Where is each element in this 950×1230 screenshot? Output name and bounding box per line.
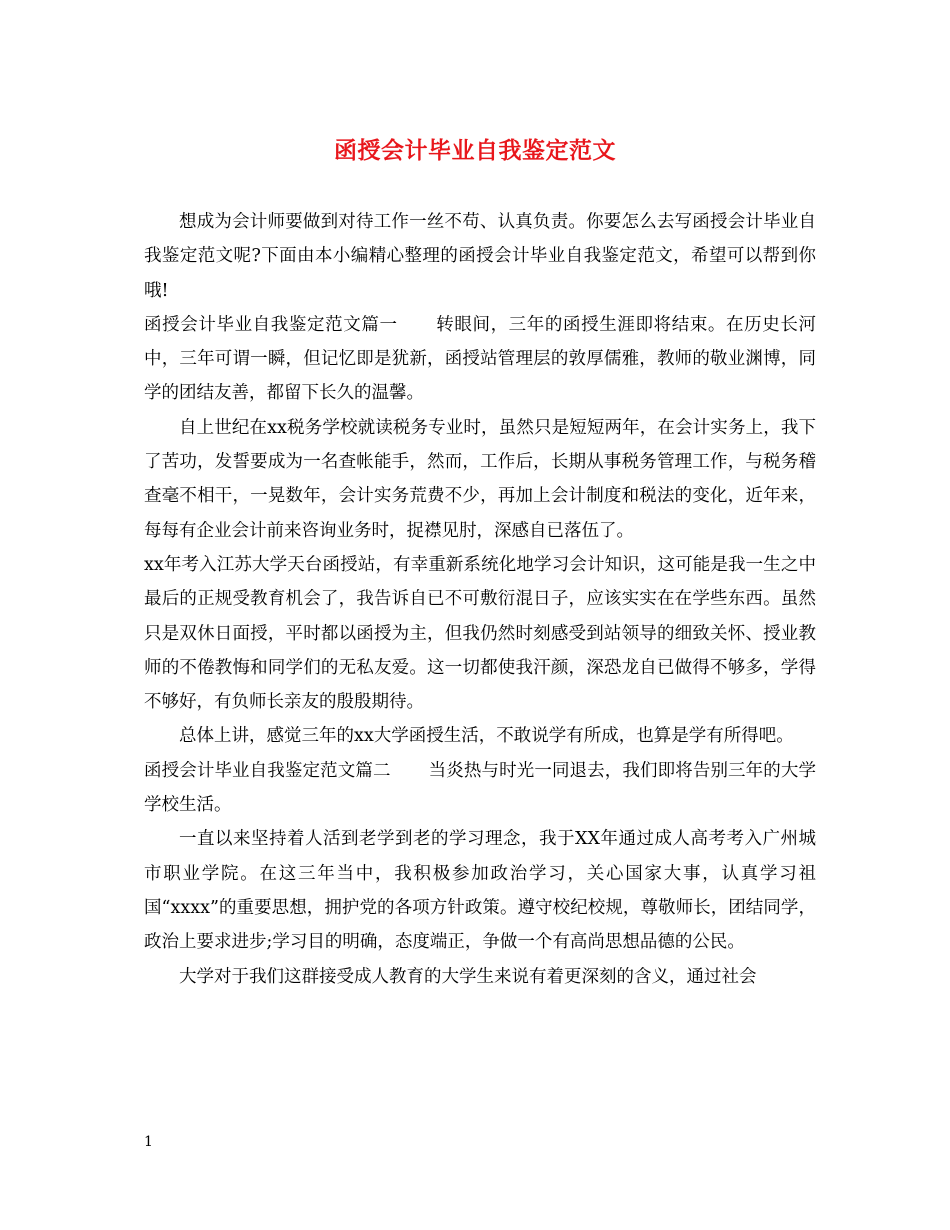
intro-paragraph: 想成为会计师要做到对待工作一丝不苟、认真负责。你要怎么去写函授会计毕业自我鉴定范文呢?下面由本小编精心整理的函授会计毕业自我鉴定范文，希望可以帮到你哦! [144,212,816,301]
document-title: 函授会计毕业自我鉴定范文 [334,137,616,164]
section-two-paragraph [144,754,816,823]
section-two-heading: 函授会计毕业自我鉴定范文篇二 [144,760,391,781]
body-paragraph: 一直以来坚持着人活到老学到老的学习理念，我于XX年通过成人高考考入广州城市职业学院。在这三年当中，我积极参加政治学习，关心国家大事，认真学习祖国“xxxx”的重要思想，拥护党的各项方针政策。遵守校纪校规，尊敬师长，团结同学，政治上要求进步;学习目的明确，态度端正，争做一个有高尚思想品德的公民。 [144,829,816,953]
section-one-text: 转眼间，三年的函授生涯即将结束。在历史长河中，三年可谓一瞬，但记忆即是犹新，函授站管理层的敦厚儒雅，教师的敬业渊博，同学的团结友善，都留下长久的温馨。 [144,314,817,404]
section-one-heading: 函授会计毕业自我鉴定范文篇一 [144,314,398,335]
page-number: 1 [144,1134,153,1150]
section-one-paragraph [144,308,816,411]
section-two-text: 当炎热与时光一同退去，我们即将告别三年的大学学校生活。 [144,760,817,816]
body-paragraph: 大学对于我们这群接受成人教育的大学生来说有着更深刻的含义，通过社会 [179,966,757,987]
body-paragraph: xx年考入江苏大学天台函授站，有幸重新系统化地学习会计知识，这可能是我一生之中最后的正规受教育机会了，我告诉自已不可敷衍混日子，应该实实在在学些东西。虽然只是双休日面授，平时都以函授为主，但我仍然时刻感受到站领导的细致关怀、授业教师的不倦教悔和同学们的无私友爱。这一切都使我汗颜，深恐龙自已做得不够多，学得不够好，有负师长亲友的殷殷期待。 [144,554,816,713]
body-paragraph: 总体上讲，感觉三年的xx大学函授生活，不敢说学有所成，也算是学有所得吧。 [179,726,794,747]
body-paragraph: 自上世纪在xx税务学校就读税务专业时，虽然只是短短两年，在会计实务上，我下了苦功，发誓要成为一名查帐能手，然而，工作后，长期从事税务管理工作，与税务稽查毫不相干，一晃数年，会计实务荒费不少，再加上会计制度和税法的变化，近年来，每每有企业会计前来咨询业务时，捉襟见肘，深感自已落伍了。 [144,417,816,541]
document-body [144,205,816,994]
